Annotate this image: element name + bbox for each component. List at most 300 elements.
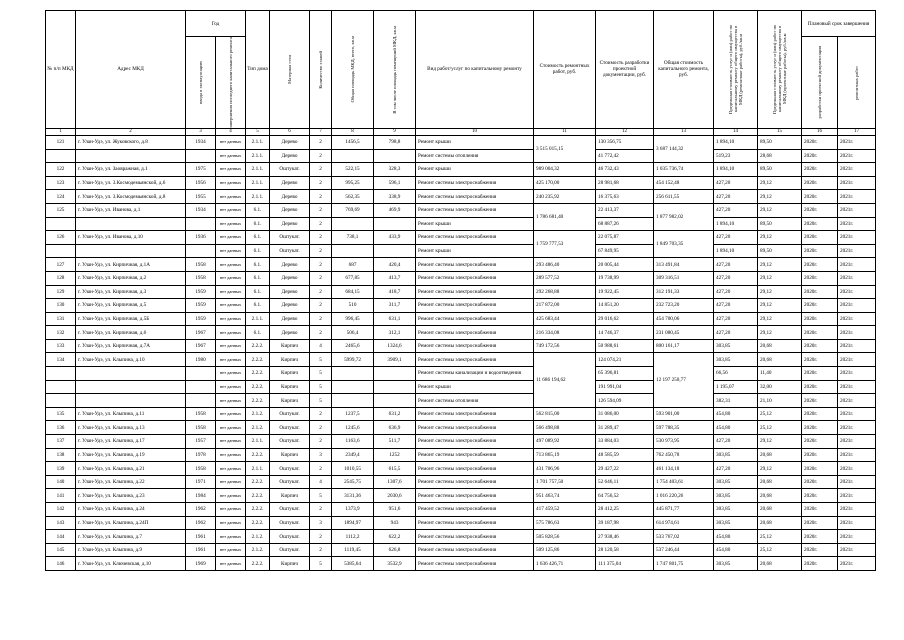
house-type-cell: 2.1.1. (246, 176, 270, 190)
living-area-cell: 798,8 (374, 135, 416, 149)
row-number: 126 (46, 231, 76, 245)
year-built-cell: 1956 (186, 176, 216, 190)
table-row (46, 244, 876, 258)
design-cost-cell: 50 988,61 (596, 339, 654, 353)
total-area-cell: 1010,55 (332, 462, 374, 476)
house-type-cell: 6.1. (246, 285, 270, 299)
floors-cell: 4 (310, 339, 332, 353)
total-area-cell: 562,35 (332, 190, 374, 204)
design-cost-cell: 33 884,03 (596, 435, 654, 449)
total-area-cell: 738,1 (332, 231, 374, 245)
wall-material-cell: Оштукат. (270, 421, 310, 435)
limit-design-cell: 25,12 (758, 407, 802, 421)
design-cost-cell: 46 732,43 (596, 163, 654, 177)
header-year-built: ввода в эксплуатацию (186, 37, 216, 129)
address-cell: г. Улан-Удэ, ул. Иванова, д.10 (76, 231, 186, 245)
total-area-cell (332, 367, 374, 381)
house-type-cell: 6.1. (246, 244, 270, 258)
design-cost-cell: 191 991,04 (596, 380, 654, 394)
column-number-row (46, 128, 876, 135)
wall-material-cell: Оштукат. (270, 462, 310, 476)
table-row (46, 530, 876, 544)
limit-repair-cell: 1 894,10 (714, 135, 758, 149)
year-last-repair-cell: нет данных (216, 489, 246, 503)
table-row (46, 190, 876, 204)
work-type-cell: Ремонт крыши (416, 135, 534, 149)
limit-repair-cell: 1 894,10 (714, 217, 758, 231)
row-number: 137 (46, 435, 76, 449)
total-area-cell: 3131,36 (332, 489, 374, 503)
limit-repair-cell: 427,20 (714, 326, 758, 340)
total-cost-cell: 1 754 403,61 (654, 475, 714, 489)
year-built-cell: 1955 (186, 190, 216, 204)
total-area-cell (332, 149, 374, 163)
year-built-cell: 1958 (186, 407, 216, 421)
work-type-cell: Ремонт системы электроснабжения (416, 312, 534, 326)
design-cost-cell: 29 427,22 (596, 462, 654, 476)
wall-material-cell: Оштукат. (270, 530, 310, 544)
deadline-repair-cell: 2021г. (838, 299, 876, 313)
wall-material-cell: Кирпич (270, 557, 310, 571)
limit-design-cell: 29,12 (758, 258, 802, 272)
year-built-cell: 1934 (186, 203, 216, 217)
year-built-cell: 1962 (186, 503, 216, 517)
year-last-repair-cell: нет данных (216, 312, 246, 326)
work-type-cell: Ремонт системы электроснабжения (416, 190, 534, 204)
year-built-cell: 1962 (186, 516, 216, 530)
living-area-cell (374, 244, 416, 258)
house-type-cell: 2.2.2. (246, 475, 270, 489)
address-cell: г. Улан-Удэ, ул. Кирпичная, д.3 (76, 285, 186, 299)
year-last-repair-cell: нет данных (216, 394, 246, 408)
header-deadline-design: разработки проектной документации (802, 37, 838, 129)
limit-repair-cell: 1 894,10 (714, 163, 758, 177)
address-cell: г. Улан-Удэ, ул. Иванова, д.1 (76, 203, 186, 217)
limit-design-cell: 25,12 (758, 543, 802, 557)
col-number: 15 (758, 128, 802, 135)
year-last-repair-cell: нет данных (216, 339, 246, 353)
deadline-repair-cell: 2021г. (838, 203, 876, 217)
table-row (46, 421, 876, 435)
house-type-cell: 6.1. (246, 231, 270, 245)
living-area-cell: 1252 (374, 448, 416, 462)
limit-design-cell: 29,12 (758, 231, 802, 245)
year-last-repair-cell: нет данных (216, 475, 246, 489)
design-cost-cell: 19 922,45 (596, 285, 654, 299)
address-cell: г. Улан-Удэ, ул. Клыпина, д.11 (76, 407, 186, 421)
total-area-cell: 510 (332, 299, 374, 313)
header-living-area: В том числе площадь помещений МКД, кв.м (374, 11, 416, 129)
house-type-cell: 2.2.2. (246, 516, 270, 530)
total-cost-cell: 454 700,06 (654, 312, 714, 326)
year-last-repair-cell: нет данных (216, 326, 246, 340)
house-type-cell: 6.1. (246, 217, 270, 231)
total-area-cell: 1456,5 (332, 135, 374, 149)
design-cost-cell: 14 851,20 (596, 299, 654, 313)
deadline-repair-cell: 2021г. (838, 543, 876, 557)
house-type-cell: 2.1.1. (246, 135, 270, 149)
floors-cell: 2 (310, 203, 332, 217)
floors-cell: 2 (310, 543, 332, 557)
address-cell: г. Улан-Удэ, ул. Ключевская, д.10 (76, 557, 186, 571)
design-cost-cell: 41 772,42 (596, 149, 654, 163)
table-row (46, 203, 876, 217)
deadline-repair-cell: 2021г. (838, 271, 876, 285)
limit-design-cell: 20,68 (758, 503, 802, 517)
address-cell: г. Улан-Удэ, ул. Клыпина, д.23 (76, 489, 186, 503)
row-number: 146 (46, 557, 76, 571)
col-number: 10 (416, 128, 534, 135)
house-type-cell: 2.2.2. (246, 448, 270, 462)
wall-material-cell: Дерево (270, 190, 310, 204)
floors-cell: 5 (310, 353, 332, 367)
header-design-cost: Стоимость разработки проектной документации, руб. (596, 11, 654, 129)
year-built-cell: 1978 (186, 448, 216, 462)
col-number: 5 (246, 128, 270, 135)
table-row (46, 448, 876, 462)
wall-material-cell: Дерево (270, 271, 310, 285)
limit-repair-cell: 427,20 (714, 312, 758, 326)
limit-design-cell: 89,50 (758, 244, 802, 258)
total-area-cell: 1163,6 (332, 435, 374, 449)
col-number: 1 (46, 128, 76, 135)
year-built-cell: 1959 (186, 299, 216, 313)
table-row (46, 475, 876, 489)
living-area-cell: 2030,6 (374, 489, 416, 503)
total-area-cell (332, 394, 374, 408)
floors-cell: 2 (310, 435, 332, 449)
wall-material-cell: Дерево (270, 326, 310, 340)
deadline-repair-cell: 2021г. (838, 231, 876, 245)
repair-cost-cell: 1 701 757,50 (534, 475, 596, 489)
limit-design-cell: 29,12 (758, 271, 802, 285)
row-number: 138 (46, 448, 76, 462)
row-number (46, 217, 76, 231)
repair-cost-cell: 240 235,92 (534, 190, 596, 204)
table-header (46, 11, 876, 136)
wall-material-cell: Оштукат. (270, 407, 310, 421)
limit-repair-cell: 454,80 (714, 543, 758, 557)
total-area-cell: 506,4 (332, 326, 374, 340)
living-area-cell: 626,8 (374, 543, 416, 557)
row-number: 123 (46, 176, 76, 190)
row-number: 127 (46, 258, 76, 272)
year-built-cell: 1967 (186, 339, 216, 353)
total-area-cell: 996,45 (332, 312, 374, 326)
limit-design-cell: 29,12 (758, 462, 802, 476)
design-cost-cell: 31 289,47 (596, 421, 654, 435)
header-deadline-group: Плановый срок завершения (802, 11, 876, 37)
floors-cell: 2 (310, 503, 332, 517)
total-cost-cell: 256 611,55 (654, 190, 714, 204)
limit-repair-cell: 427,20 (714, 258, 758, 272)
deadline-design-cell: 2020г. (802, 516, 838, 530)
house-type-cell: 2.2.2. (246, 503, 270, 517)
address-cell (76, 149, 186, 163)
limit-repair-cell: 382,31 (714, 394, 758, 408)
work-type-cell: Ремонт системы электроснабжения (416, 176, 534, 190)
work-type-cell: Ремонт системы электроснабжения (416, 516, 534, 530)
year-last-repair-cell: нет данных (216, 176, 246, 190)
total-area-cell: 1894,97 (332, 516, 374, 530)
row-number: 133 (46, 339, 76, 353)
row-number: 141 (46, 489, 76, 503)
limit-design-cell: 20,68 (758, 489, 802, 503)
deadline-design-cell: 2020г. (802, 217, 838, 231)
design-cost-cell: 14 746,37 (596, 326, 654, 340)
wall-material-cell: Кирпич (270, 380, 310, 394)
work-type-cell: Ремонт системы электроснабжения (416, 530, 534, 544)
deadline-repair-cell: 2021г. (838, 421, 876, 435)
address-cell: г. Улан-Удэ, ул. Клыпина, д.10 (76, 353, 186, 367)
repair-cost-cell: 217 872,00 (534, 299, 596, 313)
address-cell: г. Улан-Удэ, ул. Кирпичная, д.5Б (76, 312, 186, 326)
floors-cell: 2 (310, 285, 332, 299)
design-cost-cell: 28 981,68 (596, 176, 654, 190)
year-last-repair-cell: нет данных (216, 203, 246, 217)
total-cost-cell: 1 016 220,26 (654, 489, 714, 503)
floors-cell: 5 (310, 489, 332, 503)
deadline-design-cell: 2020г. (802, 407, 838, 421)
row-number (46, 394, 76, 408)
total-area-cell: 1245,6 (332, 421, 374, 435)
deadline-design-cell: 2020г. (802, 421, 838, 435)
address-cell: г. Улан-Удэ, ул. Кирпичная, д.2 (76, 271, 186, 285)
work-type-cell: Ремонт системы электроснабжения (416, 203, 534, 217)
work-type-cell: Ремонт системы электроснабжения (416, 285, 534, 299)
repair-cost-cell: 749 172,56 (534, 339, 596, 353)
deadline-design-cell: 2020г. (802, 435, 838, 449)
total-area-cell (332, 244, 374, 258)
deadline-design-cell: 2020г. (802, 312, 838, 326)
header-limit-design: Предельная стоимость услуг и (или) работ по капитальному ремонту общего имущества в МКД (проектные работы), руб./кв.м (758, 11, 802, 129)
limit-design-cell: 29,12 (758, 312, 802, 326)
work-type-cell: Ремонт системы электроснабжения (416, 299, 534, 313)
deadline-repair-cell: 2021г. (838, 217, 876, 231)
header-house-type: Тип дома (246, 11, 270, 129)
address-cell: г. Улан-Удэ, ул. Кирпичная, д.7А (76, 339, 186, 353)
work-type-cell: Ремонт крыши (416, 217, 534, 231)
house-type-cell: 2.2.2. (246, 380, 270, 394)
col-number: 9 (374, 128, 416, 135)
year-built-cell: 1958 (186, 462, 216, 476)
row-number: 125 (46, 203, 76, 217)
col-number: 17 (838, 128, 876, 135)
year-last-repair-cell: нет данных (216, 258, 246, 272)
limit-repair-cell: 427,20 (714, 299, 758, 313)
work-type-cell: Ремонт системы отопления (416, 149, 534, 163)
total-cost-cell: 3 687 144,32 (654, 135, 714, 162)
col-number: 2 (76, 128, 186, 135)
living-area-cell: 951,6 (374, 503, 416, 517)
floors-cell: 2 (310, 271, 332, 285)
year-built-cell: 1971 (186, 475, 216, 489)
floors-cell: 5 (310, 557, 332, 571)
work-type-cell: Ремонт системы электроснабжения (416, 339, 534, 353)
design-cost-cell: 52 646,11 (596, 475, 654, 489)
wall-material-cell: Дерево (270, 258, 310, 272)
total-cost-cell: 800 161,17 (654, 339, 714, 353)
work-type-cell: Ремонт системы электроснабжения (416, 503, 534, 517)
table-row (46, 503, 876, 517)
wall-material-cell: Дерево (270, 299, 310, 313)
floors-cell: 2 (310, 190, 332, 204)
limit-design-cell: 29,12 (758, 285, 802, 299)
address-cell: г. Улан-Удэ, ул. Клыпина, д.21 (76, 462, 186, 476)
total-area-cell: 1237,5 (332, 407, 374, 421)
repair-cost-cell: 509 125,86 (534, 543, 596, 557)
deadline-design-cell: 2020г. (802, 244, 838, 258)
limit-design-cell: 25,12 (758, 530, 802, 544)
limit-design-cell: 20,68 (758, 475, 802, 489)
floors-cell: 2 (310, 163, 332, 177)
work-type-cell: Ремонт системы электроснабжения (416, 557, 534, 571)
limit-design-cell: 20,68 (758, 448, 802, 462)
address-cell: г. Улан-Удэ, ул. Заовражная, д.1 (76, 163, 186, 177)
design-cost-cell: 68 887,26 (596, 217, 654, 231)
living-area-cell: 615,5 (374, 462, 416, 476)
header-floors: Количество этажей (310, 11, 332, 129)
address-cell (76, 380, 186, 394)
house-type-cell: 6.1. (246, 299, 270, 313)
living-area-cell: 413,7 (374, 271, 416, 285)
year-built-cell: 1958 (186, 258, 216, 272)
work-type-cell: Ремонт системы электроснабжения (416, 326, 534, 340)
deadline-repair-cell: 2021г. (838, 339, 876, 353)
year-last-repair-cell: нет данных (216, 503, 246, 517)
limit-design-cell: 89,50 (758, 135, 802, 149)
table-row (46, 516, 876, 530)
table-row (46, 435, 876, 449)
total-cost-cell: 313 491,84 (654, 258, 714, 272)
header-wall-material: Материал стен (270, 11, 310, 129)
floors-cell: 2 (310, 421, 332, 435)
repair-cost-cell: 293 486,40 (534, 258, 596, 272)
wall-material-cell: Оштукат. (270, 231, 310, 245)
repair-cost-cell: 289 577,52 (534, 271, 596, 285)
deadline-repair-cell: 2021г. (838, 557, 876, 571)
design-cost-cell: 28 120,58 (596, 543, 654, 557)
wall-material-cell: Оштукат. (270, 435, 310, 449)
total-cost-cell: 614 974,61 (654, 516, 714, 530)
deadline-repair-cell: 2021г. (838, 516, 876, 530)
col-number: 13 (654, 128, 714, 135)
header-work-type: Вид работ/услуг по капитальному ремонту (416, 11, 534, 129)
year-built-cell: 1936 (186, 231, 216, 245)
row-number (46, 367, 76, 381)
deadline-repair-cell: 2021г. (838, 312, 876, 326)
deadline-design-cell: 2020г. (802, 271, 838, 285)
deadline-repair-cell: 2021г. (838, 285, 876, 299)
design-cost-cell: 31 086,00 (596, 407, 654, 421)
limit-design-cell: 21,10 (758, 394, 802, 408)
repair-cost-cell: 1 786 681,40 (534, 203, 596, 230)
house-type-cell: 2.1.1. (246, 163, 270, 177)
deadline-repair-cell: 2021г. (838, 353, 876, 367)
limit-repair-cell: 303,85 (714, 557, 758, 571)
deadline-repair-cell: 2021г. (838, 176, 876, 190)
house-type-cell: 6.1. (246, 203, 270, 217)
wall-material-cell: Оштукат. (270, 475, 310, 489)
table-row (46, 326, 876, 340)
limit-repair-cell: 454,80 (714, 407, 758, 421)
total-area-cell (332, 380, 374, 394)
wall-material-cell: Оштукат. (270, 543, 310, 557)
year-built-cell: 1984 (186, 489, 216, 503)
work-type-cell: Ремонт системы электроснабжения (416, 421, 534, 435)
floors-cell: 2 (310, 407, 332, 421)
table-row (46, 312, 876, 326)
floors-cell: 5 (310, 380, 332, 394)
limit-repair-cell: 427,20 (714, 203, 758, 217)
repair-plan-sheet (45, 10, 875, 571)
work-type-cell: Ремонт крыши (416, 163, 534, 177)
table-body (46, 135, 876, 570)
header-num: № п/п МКД (46, 11, 76, 129)
design-cost-cell: 16 375,63 (596, 190, 654, 204)
address-cell (76, 394, 186, 408)
total-area-cell: 769,69 (332, 203, 374, 217)
floors-cell: 2 (310, 135, 332, 149)
living-area-cell: 622,2 (374, 530, 416, 544)
address-cell: г. Улан-Удэ, ул. Клыпина, д.24П (76, 516, 186, 530)
year-built-cell: 1980 (186, 353, 216, 367)
total-area-cell: 1112,2 (332, 530, 374, 544)
address-cell: г. Улан-Удэ, ул. 3.Космодемьянской, д.8 (76, 190, 186, 204)
row-number (46, 380, 76, 394)
living-area-cell: 943 (374, 516, 416, 530)
limit-repair-cell: 427,20 (714, 231, 758, 245)
deadline-design-cell: 2020г. (802, 503, 838, 517)
total-area-cell: 1119,45 (332, 543, 374, 557)
wall-material-cell: Кирпич (270, 394, 310, 408)
col-number: 4 (216, 128, 246, 135)
house-type-cell: 2.2.2. (246, 367, 270, 381)
table-row (46, 231, 876, 245)
col-number: 12 (596, 128, 654, 135)
deadline-design-cell: 2020г. (802, 353, 838, 367)
year-last-repair-cell: нет данных (216, 530, 246, 544)
work-type-cell: Ремонт системы канализации и водоотведения (416, 367, 534, 381)
header-year-group: Год (186, 11, 246, 37)
total-cost-cell: 762 450,78 (654, 448, 714, 462)
deadline-design-cell: 2020г. (802, 299, 838, 313)
floors-cell: 2 (310, 149, 332, 163)
total-cost-cell: 1 035 736,74 (654, 163, 714, 177)
design-cost-cell: 126 594,09 (596, 394, 654, 408)
design-cost-cell: 67 849,95 (596, 244, 654, 258)
living-area-cell: 596,1 (374, 176, 416, 190)
year-built-cell: 1958 (186, 421, 216, 435)
year-last-repair-cell: нет данных (216, 367, 246, 381)
deadline-repair-cell: 2021г. (838, 163, 876, 177)
row-number: 142 (46, 503, 76, 517)
deadline-design-cell: 2020г. (802, 530, 838, 544)
wall-material-cell: Оштукат. (270, 244, 310, 258)
limit-repair-cell: 427,20 (714, 435, 758, 449)
work-type-cell: Ремонт крыши (416, 244, 534, 258)
deadline-repair-cell: 2021г. (838, 258, 876, 272)
col-number: 8 (332, 128, 374, 135)
design-cost-cell: 20 005,44 (596, 258, 654, 272)
deadline-design-cell: 2020г. (802, 203, 838, 217)
header-total-area: Общая площадь МКД, всего, кв.м (332, 11, 374, 129)
table-row (46, 135, 876, 149)
year-last-repair-cell: нет данных (216, 149, 246, 163)
total-cost-cell: 1 877 982,02 (654, 203, 714, 230)
header-address: Адрес МКД (76, 11, 186, 129)
header-total-cost: Общая стоимость капитального ремонта, руб. (654, 11, 714, 129)
